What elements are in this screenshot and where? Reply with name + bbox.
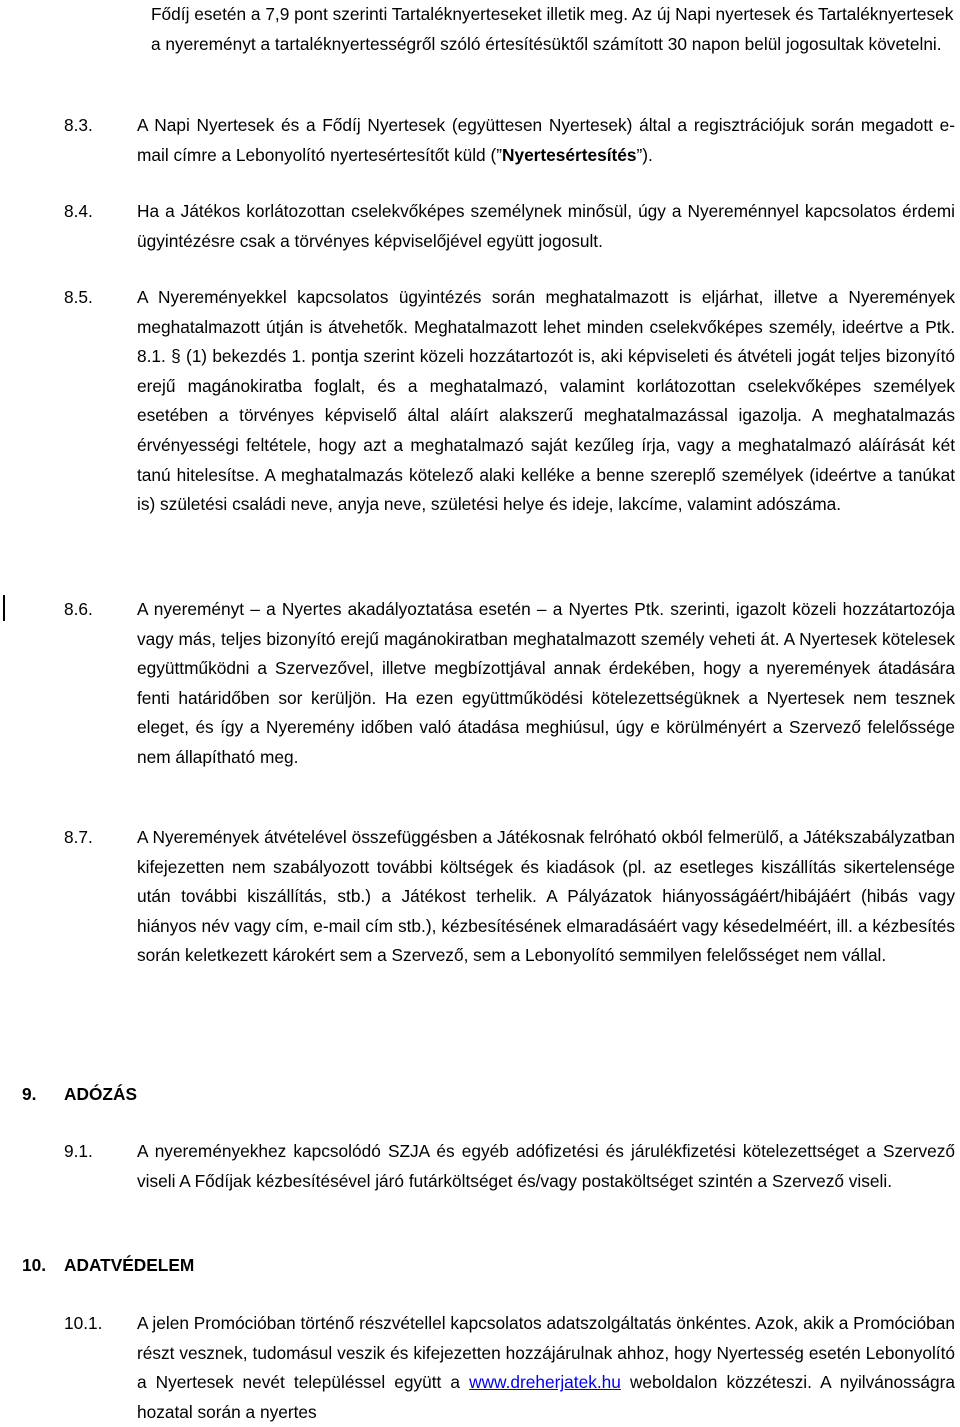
section-10-heading-title: ADATVÉDELEM <box>64 1255 195 1275</box>
section-8-3-text-before: A Napi Nyertesek és a Fődíj Nyertesek (együttesen Nyertesek) által a regisztrációjuk során megadott e-mail címre a Lebonyolító nyertesértesítőt küld (” <box>137 115 955 165</box>
section-9-1-text: A nyereményekhez kapcsolódó SZJA és egyéb adófizetési és járulékfizetési kötelezettséget a Szervező viseli A Fődíjak kézbesítésével járó futárköltséget és/vagy postaköltséget szintén a Szervező viseli. <box>137 1141 955 1191</box>
section-8-7-number: 8.7. <box>64 827 93 847</box>
section-10-1-text <box>137 1309 955 1427</box>
dreherjatek-link[interactable]: www.dreherjatek.hu <box>469 1372 621 1393</box>
section-8-3-text-after: ”). <box>636 144 653 165</box>
section-8-5-number: 8.5. <box>64 287 93 307</box>
section-10-heading-number: 10. <box>22 1255 47 1275</box>
section-10-1-text-before: A jelen Promócióban történő részvétellel kapcsolatos adatszolgáltatás önkéntes. Azok, akik a Promócióban részt vesznek, tudomásul veszik és kifejezetten hozzájárulnak ahhoz, hogy Nyertesség esetén Lebonyolító a Nyertesek nevét településsel együtt a <box>137 1313 955 1393</box>
section-8-7-text: A Nyeremények átvételével összefüggésben a Játékosnak felróható okból felmerülő, a Játékszabályzatban kifejezetten nem szabályozott további költségek és kiadások (pl. az esetleges kiszállítás sikertelensége után további kiszállítás, stb.) a Játékost terhelik. A Pályázatok hiányosságáért/hibájáért (hibás vagy hiányos név vagy cím, e-mail cím stb.), kézbesítésének elmaradásáért vagy késedelméért, ill. a kézbesítés során keletkezett károkért sem a Szervező, sem a Lebonyolító semmilyen felelősséget nem vállal. <box>137 827 955 966</box>
section-8-4-number: 8.4. <box>64 201 93 221</box>
section-9-heading-number: 9. <box>22 1084 37 1104</box>
revision-bar <box>3 595 5 621</box>
section-10-1-number: 10.1. <box>64 1313 103 1333</box>
section-8-3-text <box>137 111 955 170</box>
section-8-4-text: Ha a Játékos korlátozottan cselekvőképes személynek minősül, úgy a Nyereménnyel kapcsolatos érdemi ügyintézésre csak a törvényes képviselőjével együtt jogosult. <box>137 201 955 251</box>
intro-paragraph: Fődíj esetén a 7,9 pont szerinti Tartaléknyerteseket illetik meg. Az új Napi nyertesek és Tartaléknyertesek a nyereményt a tartaléknyertességről szóló értesítésüktől számított 30 napon belül jogosultak követelni. <box>151 4 954 54</box>
section-8-6-number: 8.6. <box>64 599 93 619</box>
section-10-1-text-after: weboldalon közzéteszi. A nyilvánosságra hozatal során a nyertes <box>137 1372 955 1422</box>
section-9-heading-title: ADÓZÁS <box>64 1084 137 1104</box>
section-8-3-bold-term: Nyertesértesítés <box>501 144 637 165</box>
section-9-1-number: 9.1. <box>64 1141 93 1161</box>
section-8-5-text: A Nyereményekkel kapcsolatos ügyintézés során meghatalmazott is eljárhat, illetve a Nyeremények meghatalmazott útján is átvehetők. Meghatalmazott lehet minden cselekvőképes személy, ideértve a Ptk. 8.1. § (1) bekezdés 1. pontja szerint közeli hozzátartozót is, aki képviseleti és átvételi jogát teljes bizonyító erejű magánokiratba foglalt, és a meghatalmazó, valamint korlátozottan cselekvőképes személyek esetében a törvényes képviselő által aláírt alakszerű meghatalmazással igazolja. A meghatalmazás érvényességi feltétele, hogy azt a meghatalmazó saját kezűleg írja, vagy a meghatalmazó aláírását két tanú hitelesítse. A meghatalmazás kötelező alaki kelléke a benne szereplő személyek (ideértve a tanúkat is) születési családi neve, anyja neve, születési helye és ideje, lakcíme, valamint adószáma. <box>137 287 955 515</box>
section-8-6-text: A nyereményt – a Nyertes akadályoztatása esetén – a Nyertes Ptk. szerinti, igazolt közeli hozzátartozója vagy más, teljes bizonyító erejű magánokiratban meghatalmazott személy veheti át. A Nyertesek kötelesek együttműködni a Szervezővel, illetve megbízottjával annak érdekében, hogy a nyeremények átadására fenti határidőben sor kerüljön. Ha ezen együttműködési kötelezettségüknek a Nyertesek nem tesznek eleget, és így a Nyeremény időben való átadása meghiúsul, úgy e körülményért a Szervező felelőssége nem állapítható meg. <box>137 599 955 767</box>
section-8-3-number: 8.3. <box>64 115 93 135</box>
